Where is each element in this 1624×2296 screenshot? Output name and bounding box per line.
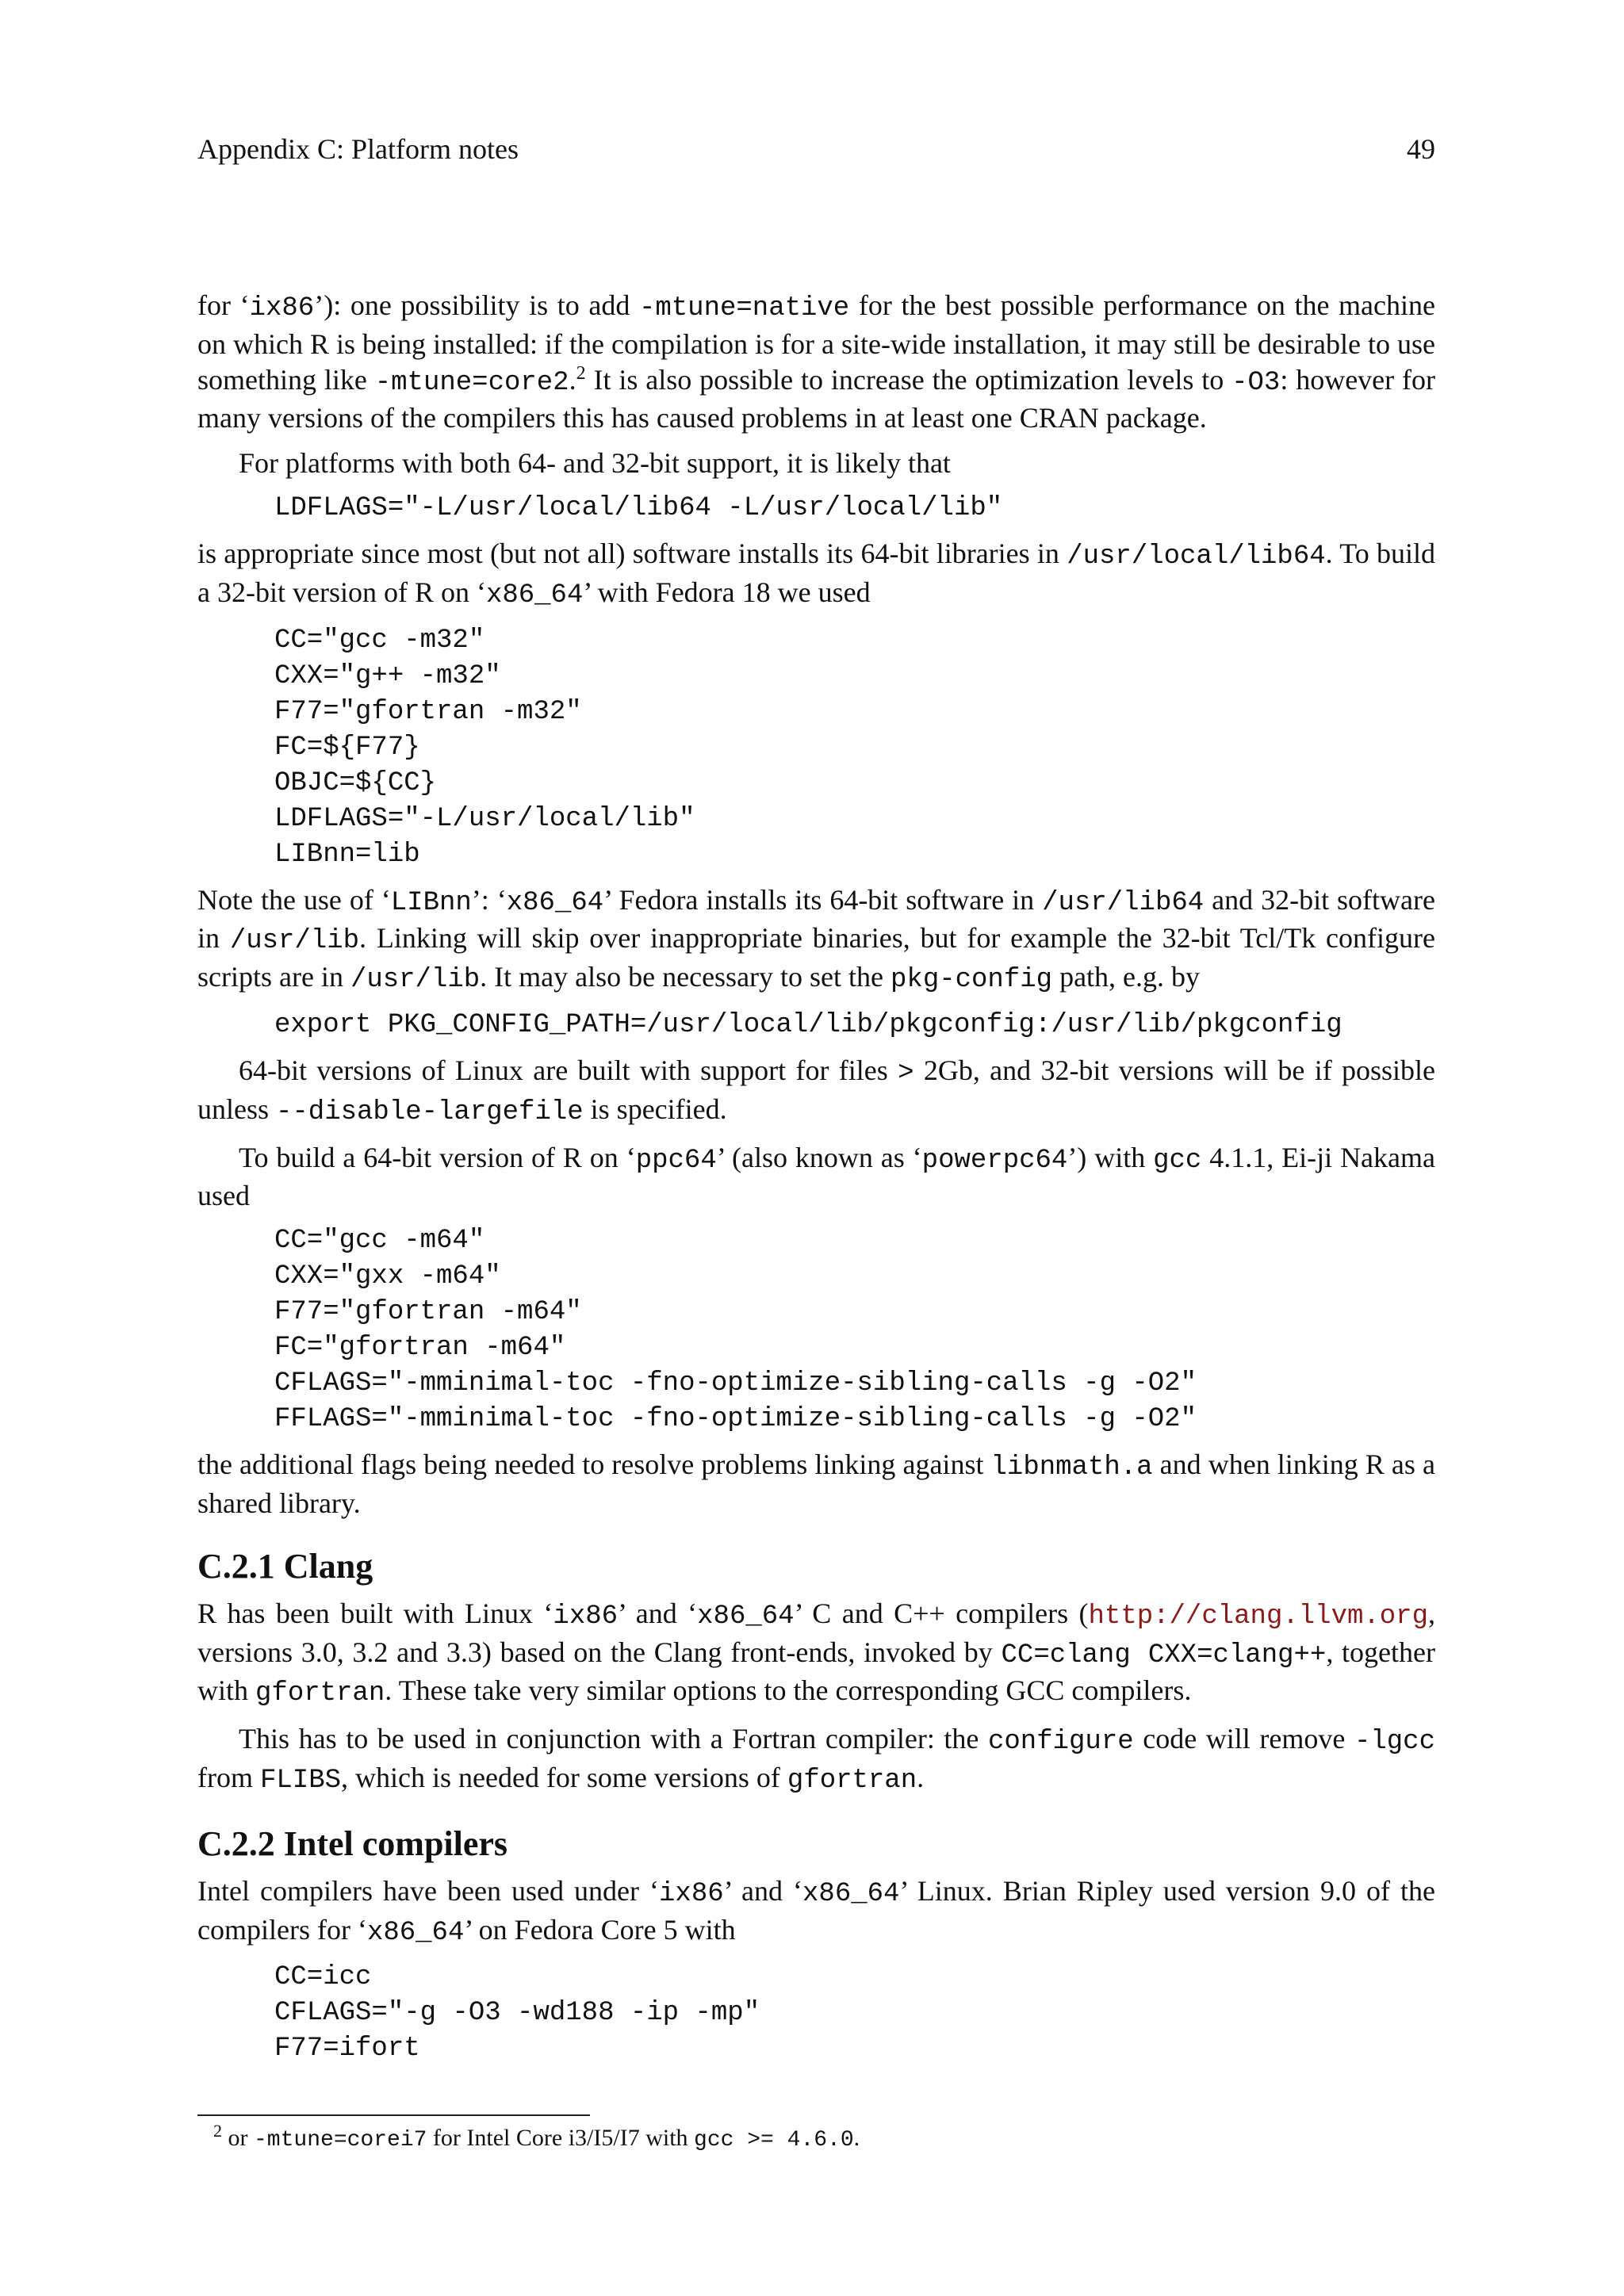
paragraph-flags: the additional flags being needed to resolve problems linking against libnmath.a and when linking R as a shared library. [197, 1448, 1435, 1519]
paragraph-largefile: 64-bit versions of Linux are built with support for files > 2Gb, and 32-bit versions will be if possible unless --disable-largefile is specified. [197, 1054, 1436, 1127]
paragraph-clang: R has been built with Linux ‘ix86’ and ‘x86_64’ C and C++ compilers (http://clang.llvm.org, versions 3.0, 3.2 and 3.3) based on the Clang front-ends, invoked by CC=clang CXX=clang++, together with gfortran. These take very similar options to the corresponding GCC compilers. [197, 1597, 1435, 1709]
footnote: $^2$ or -mtune=corei7 for Intel Core i3/I5/I7 with gcc >= 4.6.0. [213, 2121, 860, 2152]
paragraph-libnn: Note the use of ‘LIBnn’: ‘x86_64’ Fedora installs its 64-bit software in /usr/lib64 and 32-bit software in /usr/lib. Linking will skip over inappropriate binaries, but for example the 32-bit Tcl/Tk configure scripts are in /usr/lib. It may also be necessary to set the pkg-config path, e.g. by [197, 883, 1435, 996]
footnote-marker: 2 [576, 362, 586, 384]
code-block-32bit: CC="gcc -m32" CXX="g++ -m32" F77="gfortran -m32" FC=${F77} OBJC=${CC} LDFLAGS="-L/usr/local/lib" LIBnn=lib [274, 625, 695, 870]
paragraph-mtune: for ‘ix86’): one possibility is to add -mtune=native for the best possible performance on the machine on which R is being installed: if the compilation is for a site-wide installation, it may still be desirable to use something like -mtune=core2.$^2$ It is also possible to increase the optimization levels to -O3: however for many versions of the compilers this has caused problems in at least one CRAN package. [197, 289, 1436, 434]
paragraph-intel: Intel compilers have been used under ‘ix86’ and ‘x86_64’ Linux. Brian Ripley used version 9.0 of the compilers for ‘x86_64’ on Fedora Core 5 with [197, 1874, 1435, 1948]
clang-link[interactable]: http://clang.llvm.org [1088, 1601, 1428, 1632]
footnote-divider [197, 2114, 590, 2116]
running-header [197, 132, 1435, 166]
paragraph-ppc64: To build a 64-bit version of R on ‘ppc64’ (also known as ‘powerpc64’) with gcc 4.1.1, Ei-ji Nakama used [197, 1141, 1435, 1212]
section-heading-clang: C.2.1 Clang [197, 1546, 373, 1586]
section-heading-intel: C.2.2 Intel compilers [197, 1823, 508, 1863]
paragraph-lib64: is appropriate since most (but not all) software installs its 64-bit libraries in /usr/local/lib64. To build a 32-bit version of R on ‘x86_64’ with Fedora 18 we used [197, 537, 1435, 610]
header-title: Appendix C: Platform notes [197, 133, 519, 165]
page-number: 49 [1407, 133, 1435, 165]
paragraph-platforms: For platforms with both 64- and 32-bit support, it is likely that [239, 447, 951, 480]
code-block-ldflags: LDFLAGS="-L/usr/local/lib64 -L/usr/local/lib" [274, 492, 1003, 523]
page-body [197, 288, 1435, 2076]
code-block-intel: CC=icc CFLAGS="-g -O3 -wd188 -ip -mp" F77=ifort [274, 1962, 760, 2064]
code-block-64bit: CC="gcc -m64" CXX="gxx -m64" F77="gfortran -m64" FC="gfortran -m64" CFLAGS="-mminimal-toc -fno-optimize-sibling-calls -g -O2" FFLAGS="-mminimal-toc -fno-optimize-sibling-calls -g -O2" [274, 1226, 1197, 1435]
code-block-pkgconfig: export PKG_CONFIG_PATH=/usr/local/lib/pkgconfig:/usr/lib/pkgconfig [274, 1009, 1342, 1040]
paragraph-fortran: This has to be used in conjunction with a Fortran compiler: the configure code will remove -lgcc from FLIBS, which is needed for some versions of gfortran. [197, 1723, 1435, 1796]
